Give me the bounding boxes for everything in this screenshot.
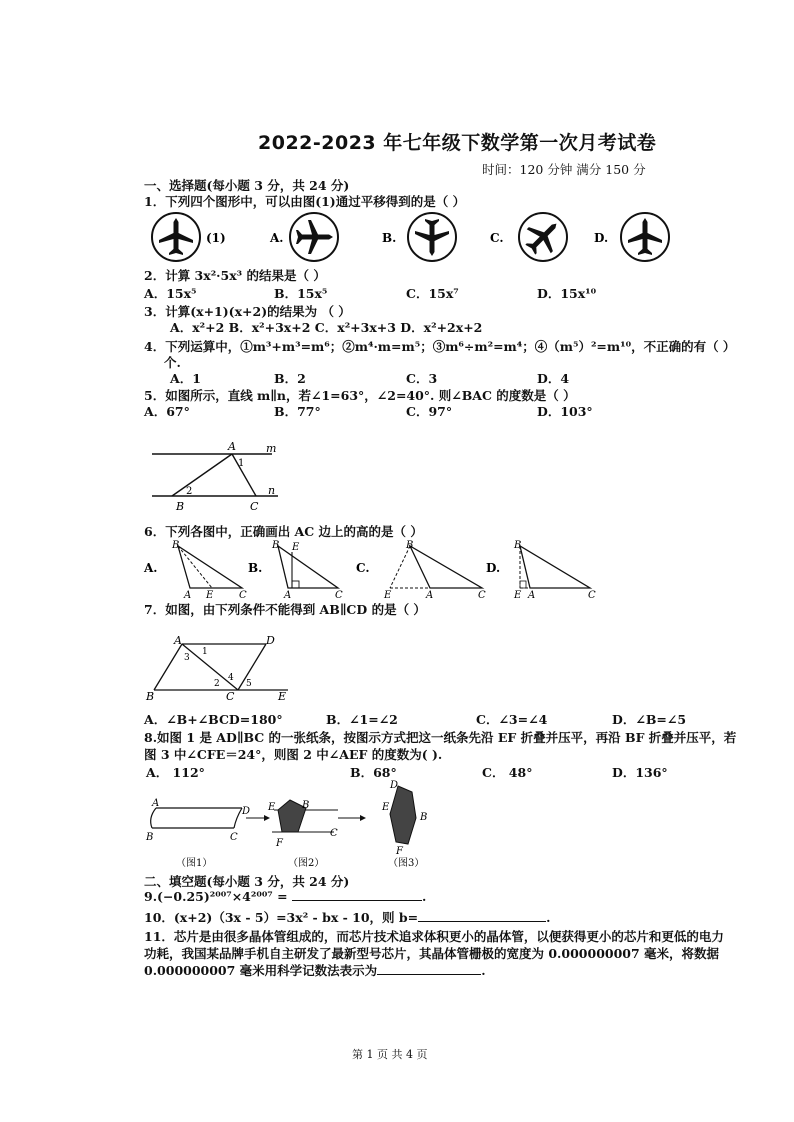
question-7-option-a: A．∠B+∠BCD=180°	[144, 712, 283, 727]
angle-5-label: 5	[246, 679, 252, 689]
point-e-label: E	[278, 690, 287, 703]
question-11-line-3: 0.000000007 毫米用科学记数法表示为 .	[144, 963, 486, 978]
point-f-label: F	[396, 846, 403, 857]
question-4-stem: 4．下列运算中，①m³+m³=m⁶；②m⁴·m=m⁵；③m⁶÷m²=m⁴；④（m⁵）²=m¹⁰，不正确的有（ ）	[144, 339, 736, 354]
question-4-option-a: A．1	[170, 371, 201, 386]
line-n-label: n	[268, 484, 276, 497]
option-a-label: A.	[144, 561, 158, 575]
option-d-label: D.	[486, 561, 501, 575]
airplane-option-d-icon	[621, 213, 669, 261]
point-c-label: C	[250, 500, 259, 512]
question-7-option-c: C．∠3=∠4	[476, 712, 548, 727]
question-5-stem: 5．如图所示，直线 m∥n，若∠1=63°，∠2=40°. 则∠BAC 的度数是（ ）	[144, 388, 576, 403]
point-c-label: C	[230, 832, 238, 843]
question-10-stem: 10．(x+2)（3x - 5）=3x² - bx - 10，则 b=	[144, 910, 419, 925]
point-e-label: E	[382, 802, 390, 813]
option-a-label: A.	[270, 231, 284, 245]
question-5-figure	[148, 440, 288, 512]
figure-3-caption: （图3）	[388, 858, 425, 869]
point-a-label: A	[284, 590, 292, 600]
figure-1-label: (1)	[206, 231, 226, 245]
point-b-label: B	[176, 500, 185, 512]
question-11-line-1: 11．芯片是由很多晶体管组成的，而芯片技术追求体积更小的晶体管，以便获得更小的芯片和更低的电力	[144, 929, 724, 944]
question-2-option-a: A．15x⁵	[144, 286, 197, 301]
point-b-label: B	[272, 540, 280, 551]
question-2-option-c: C．15x⁷	[406, 286, 459, 301]
question-8-stem: 8.如图 1 是 AD∥BC 的一张纸条，按图示方式把这一纸条先沿 EF 折叠并压平，再沿 BF 折叠并压平，若	[144, 730, 737, 745]
question-7-stem: 7．如图，由下列条件不能得到 AB∥CD 的是（ ）	[144, 602, 426, 617]
question-1-stem: 1．下列四个图形中，可以由图(1)通过平移得到的是（ ）	[144, 194, 466, 209]
point-d-label: D	[390, 780, 399, 791]
point-e-label: E	[268, 802, 276, 813]
question-7-option-b: B．∠1=∠2	[326, 712, 398, 727]
question-9: 9.(−0.25)²⁰⁰⁷×4²⁰⁰⁷ = .	[144, 889, 427, 904]
question-6-figures	[142, 536, 602, 600]
point-b-label: B	[146, 832, 154, 843]
angle-3-label: 3	[184, 653, 190, 663]
point-d-label: D	[242, 806, 251, 817]
question-8-option-d: D．136°	[612, 765, 668, 780]
airplane-option-a-icon	[290, 213, 338, 261]
section-heading-fill: 二、填空题(每小题 3 分，共 24 分)	[144, 874, 350, 889]
fig3-folded-strip	[390, 786, 416, 844]
point-b-label: B	[302, 800, 310, 811]
question-2-option-d: D．15x¹⁰	[537, 286, 597, 301]
question-8-option-c: C． 48°	[482, 765, 533, 780]
point-e-label: E	[206, 590, 214, 600]
point-c-label: C	[335, 590, 343, 600]
angle-1-label: 1	[202, 647, 208, 657]
question-10-answer-blank[interactable]	[418, 921, 546, 922]
question-8-figures	[142, 780, 442, 874]
point-a-label: A	[184, 590, 192, 600]
time-score-info: 时间：120 分钟 满分 150 分	[482, 162, 646, 177]
page-footer: 第 1 页 共 4 页	[352, 1048, 428, 1061]
question-2-option-b: B．15x⁵	[274, 286, 328, 301]
question-8-option-b: B．68°	[350, 765, 397, 780]
airplane-option-c-icon	[518, 212, 568, 262]
airplane-reference-icon	[152, 213, 200, 261]
point-b-label: B	[514, 540, 522, 551]
question-9-answer-blank[interactable]	[292, 900, 422, 901]
point-b-label: B	[172, 540, 180, 551]
question-8-option-a: A． 112°	[146, 765, 205, 780]
option-b-label: B.	[248, 561, 263, 575]
point-a-label: A	[174, 634, 182, 647]
question-11-line-3-text: 0.000000007 毫米用科学记数法表示为	[144, 963, 378, 978]
point-b-label: B	[146, 690, 155, 703]
fig1-paper-strip	[151, 806, 242, 828]
question-7-option-d: D．∠B=∠5	[612, 712, 687, 727]
point-e-label: E	[292, 542, 300, 553]
question-1-figures	[148, 210, 688, 266]
question-8-stem-cont: 图 3 中∠CFE＝24°，则图 2 中∠AEF 的度数为( ).	[144, 747, 443, 762]
point-f-label: F	[276, 838, 283, 849]
question-5-option-a: A．67°	[144, 404, 190, 419]
point-a-label: A	[152, 798, 160, 809]
point-a-label: A	[528, 590, 536, 600]
question-11-line-2: 功耗，我国某品牌手机自主研发了最新型号芯片，其晶体管栅极的宽度为 0.000000007 毫米，将数据	[144, 946, 720, 961]
point-c-label: C	[478, 590, 486, 600]
option-b-label: B.	[382, 231, 397, 245]
airplane-option-b-icon	[408, 213, 456, 261]
section-heading-choice: 一、选择题(每小题 3 分，共 24 分)	[144, 178, 350, 193]
angle-4-label: 4	[228, 673, 234, 683]
point-c-label: C	[239, 590, 247, 600]
angle-1-label: 1	[238, 458, 245, 469]
point-a-label: A	[426, 590, 434, 600]
angle-2-label: 2	[186, 486, 193, 497]
point-b-label: B	[420, 812, 428, 823]
point-c-label: C	[226, 690, 235, 703]
question-4-option-d: D．4	[537, 371, 570, 386]
question-3-options: A．x²+2 B．x²+3x+2 C．x²+3x+3 D．x²+2x+2	[170, 320, 483, 335]
point-e-label: E	[384, 590, 392, 600]
line-m-label: m	[266, 442, 277, 455]
question-7-figure	[142, 634, 302, 704]
question-5-option-d: D．103°	[537, 404, 593, 419]
question-6-stem: 6．下列各图中，正确画出 AC 边上的高的是（ ）	[144, 524, 423, 539]
point-c-label: C	[330, 828, 338, 839]
question-9-stem: 9.(−0.25)²⁰⁰⁷×4²⁰⁰⁷ =	[144, 889, 292, 904]
angle-2-label: 2	[214, 679, 220, 689]
option-c-label: C.	[490, 231, 504, 245]
question-3-stem: 3．计算(x+1)(x+2)的结果为 （ ）	[144, 304, 351, 319]
point-e-label: E	[514, 590, 522, 600]
question-5-option-b: B．77°	[274, 404, 321, 419]
question-4-option-b: B．2	[274, 371, 306, 386]
question-4-option-c: C．3	[406, 371, 438, 386]
question-2-stem: 2．计算 3x²·5x³ 的结果是（ ）	[144, 268, 326, 283]
exam-title: 2022-2023 年七年级下数学第一次月考试卷	[258, 132, 657, 154]
point-c-label: C	[588, 590, 596, 600]
question-4-stem-cont: 个.	[164, 355, 181, 370]
question-10: 10．(x+2)（3x - 5）=3x² - bx - 10，则 b= .	[144, 910, 551, 925]
point-d-label: D	[266, 634, 275, 647]
figure-2-caption: （图2）	[288, 858, 325, 869]
question-5-option-c: C．97°	[406, 404, 453, 419]
point-a-label: A	[228, 440, 236, 453]
option-c-label: C.	[356, 561, 370, 575]
point-b-label: B	[406, 540, 414, 551]
question-11-answer-blank[interactable]	[377, 974, 481, 975]
option-d-label: D.	[594, 231, 609, 245]
figure-1-caption: （图1）	[176, 858, 213, 869]
